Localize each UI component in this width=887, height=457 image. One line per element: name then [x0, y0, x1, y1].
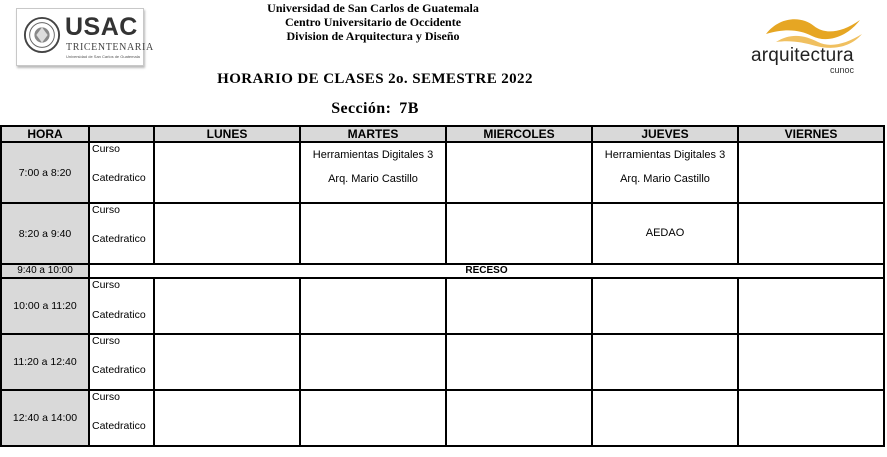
usac-logo	[16, 8, 154, 66]
division-name: Division de Arquitectura y Diseño	[286, 29, 460, 43]
page-title: HORARIO DE CLASES 2o. SEMESTRE 2022	[217, 71, 533, 87]
campus-name: Centro Universitario de Occidente	[284, 15, 462, 29]
header-viernes: VIERNES	[738, 126, 884, 142]
break-label: RECESO	[89, 264, 884, 278]
row-labels	[89, 334, 154, 390]
course-name: Herramientas Digitales 3	[312, 149, 434, 161]
break-row	[1, 264, 884, 278]
row-labels	[89, 390, 154, 446]
schedule-cell	[300, 390, 446, 446]
schedule-cell	[300, 142, 446, 203]
usac-logo-word: USAC	[65, 13, 138, 41]
schedule-cell	[592, 203, 738, 264]
schedule-cell	[446, 142, 592, 203]
course-name: Herramientas Digitales 3	[604, 149, 726, 161]
table-header-row	[1, 126, 884, 142]
table-row	[1, 278, 884, 334]
table-row	[1, 390, 884, 446]
schedule-cell	[592, 142, 738, 203]
university-seal-icon	[23, 16, 61, 54]
schedule-cell	[738, 142, 884, 203]
schedule-cell	[300, 203, 446, 264]
header-martes: MARTES	[300, 126, 446, 142]
course-label: Curso	[92, 335, 121, 347]
teacher-label: Catedratico	[92, 364, 146, 376]
course-name: AEDAO	[645, 227, 685, 239]
table-row	[1, 203, 884, 264]
arquitectura-logo-sub: cunoc	[830, 65, 855, 75]
row-labels	[89, 278, 154, 334]
schedule-cell	[738, 390, 884, 446]
table-row	[1, 142, 884, 203]
header-lunes: LUNES	[154, 126, 300, 142]
schedule-cell	[592, 278, 738, 334]
schedule-cell	[154, 334, 300, 390]
teacher-name: Arq. Mario Castillo	[620, 173, 710, 185]
time-slot: 10:00 a 11:20	[1, 278, 89, 334]
time-slot: 11:20 a 12:40	[1, 334, 89, 390]
time-slot: 7:00 a 8:20	[1, 142, 89, 203]
schedule-cell	[738, 203, 884, 264]
row-labels	[89, 142, 154, 203]
schedule-cell	[738, 334, 884, 390]
teacher-label: Catedratico	[92, 172, 146, 184]
teacher-label: Catedratico	[92, 233, 146, 245]
schedule-cell	[300, 334, 446, 390]
section-value: 7B	[399, 100, 419, 117]
table-row	[1, 334, 884, 390]
header-hora: HORA	[1, 126, 89, 142]
schedule-cell	[592, 334, 738, 390]
schedule-cell	[446, 390, 592, 446]
schedule-cell	[300, 278, 446, 334]
schedule-cell	[154, 142, 300, 203]
schedule-cell	[446, 203, 592, 264]
usac-logo-tagline: TRICENTENARIA	[66, 42, 154, 53]
schedule-table	[0, 125, 885, 447]
schedule-cell	[592, 390, 738, 446]
schedule-cell	[154, 390, 300, 446]
section-label: Sección:	[331, 100, 392, 117]
time-slot: 9:40 a 10:00	[1, 264, 89, 278]
header-miercoles: MIERCOLES	[446, 126, 592, 142]
teacher-label: Catedratico	[92, 420, 146, 432]
row-labels	[89, 203, 154, 264]
teacher-name: Arq. Mario Castillo	[328, 173, 418, 185]
institution-name: Universidad de San Carlos de Guatemala	[267, 1, 479, 15]
time-slot: 12:40 a 14:00	[1, 390, 89, 446]
course-label: Curso	[92, 204, 121, 216]
course-label: Curso	[92, 391, 121, 403]
course-label: Curso	[92, 143, 121, 155]
schedule-cell	[154, 203, 300, 264]
arquitectura-logo-word: arquitectura	[751, 45, 854, 66]
time-slot: 8:20 a 9:40	[1, 203, 89, 264]
arquitectura-logo-mark-icon	[762, 14, 866, 48]
header-jueves: JUEVES	[592, 126, 738, 142]
course-label: Curso	[92, 279, 121, 291]
teacher-label: Catedratico	[92, 309, 146, 321]
schedule-cell	[446, 278, 592, 334]
schedule-cell	[154, 278, 300, 334]
schedule-cell	[446, 334, 592, 390]
header-label	[89, 126, 154, 142]
usac-logo-subline: Universidad de San Carlos de Guatemala	[66, 54, 140, 59]
section-heading	[300, 100, 450, 118]
schedule-cell	[738, 278, 884, 334]
